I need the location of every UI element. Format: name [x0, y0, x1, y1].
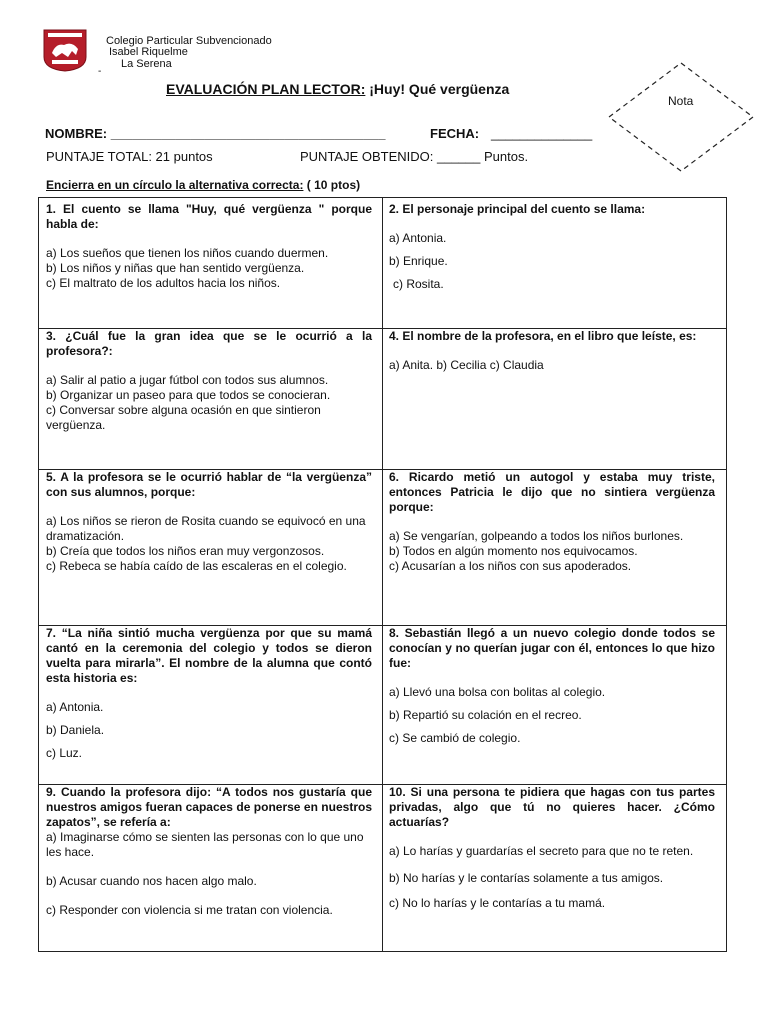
option-b[interactable]: b) Acusar cuando nos hacen algo malo.: [46, 874, 257, 888]
option-b[interactable]: b) No harías y le contarías solamente a tus amigos.: [389, 871, 664, 885]
option-c[interactable]: c) Conversar sobre alguna ocasión en que sintieron vergüenza.: [46, 403, 321, 432]
question-1: [46, 202, 372, 291]
question-5: [46, 470, 372, 574]
option-c[interactable]: c) El maltrato de los adultos hacia los niños.: [46, 276, 281, 290]
obtained-score-field[interactable]: PUNTAJE OBTENIDO: ______ Puntos.: [300, 149, 529, 164]
date-label: FECHA:: [430, 126, 480, 141]
question-8: [389, 626, 715, 746]
option-a[interactable]: a) Llevó una bolsa con bolitas al colegio.: [389, 685, 606, 699]
option-b[interactable]: b) Todos en algún momento nos equivocamos.: [389, 544, 638, 558]
question-stem: 1. El cuento se llama "Huy, qué vergüenza " porque habla de:: [46, 202, 372, 231]
question-7: [46, 626, 372, 761]
question-stem: 6. Ricardo metió un autogol y estaba muy triste, entonces Patricia le dijo que no sintiera vergüenza porque:: [389, 470, 715, 514]
question-4: [389, 329, 715, 373]
option-list[interactable]: a) Anita. b) Cecilia c) Claudia: [389, 358, 544, 372]
option-a[interactable]: a) Lo harías y guardarías el secreto para que no te reten.: [389, 844, 694, 858]
school-name: Colegio Particular Subvencionado: [106, 35, 272, 47]
school-subname: Isabel Riquelme: [109, 46, 188, 58]
question-2: [389, 202, 715, 292]
option-b[interactable]: b) Repartió su colación en el recreo.: [389, 708, 582, 722]
option-a[interactable]: a) Antonia.: [46, 700, 104, 714]
question-stem: 10. Si una persona te pidiera que hagas con tus partes privadas, algo que tú no quieres hacer. ¿Cómo actuarías?: [389, 785, 715, 829]
question-stem: 5. A la profesora se le ocurrió hablar de “la vergüenza” con sus alumnos, porque:: [46, 470, 372, 499]
question-stem: 9. Cuando la profesora dijo: “A todos nos gustaría que nuestros amigos fueran capaces de ponerse en nuestros zapatos”, se refería a:: [46, 785, 372, 829]
question-9: [46, 785, 372, 918]
nota-label: Nota: [668, 94, 694, 108]
school-crest-icon: [42, 27, 88, 72]
question-6: [389, 470, 715, 574]
option-a[interactable]: a) Antonia.: [389, 231, 447, 245]
question-table: [38, 197, 727, 952]
option-a[interactable]: a) Los sueños que tienen los niños cuando duermen.: [46, 246, 329, 260]
question-3: [46, 329, 372, 433]
option-b[interactable]: b) Creía que todos los niños eran muy vergonzosos.: [46, 544, 325, 558]
option-c[interactable]: c) Acusarían a los niños con sus apoderados.: [389, 559, 632, 573]
total-score: PUNTAJE TOTAL: 21 puntos: [46, 149, 213, 164]
option-a[interactable]: a) Salir al patio a jugar fútbol con todos sus alumnos.: [46, 373, 329, 387]
option-b[interactable]: b) Organizar un paseo para que todos se conocieran.: [46, 388, 331, 402]
question-stem: 8. Sebastián llegó a un nuevo colegio donde todos se conocían y no querían jugar con él, entonces lo que hizo fue:: [389, 626, 715, 670]
option-b[interactable]: b) Los niños y niñas que han sentido vergüenza.: [46, 261, 305, 275]
page-title: [166, 81, 509, 97]
option-c[interactable]: c) Rosita.: [393, 277, 444, 291]
option-a[interactable]: a) Los niños se rieron de Rosita cuando se equivocó en una dramatización.: [46, 514, 366, 543]
option-b[interactable]: b) Daniela.: [46, 723, 105, 737]
option-b[interactable]: b) Enrique.: [389, 254, 448, 268]
question-stem: 4. El nombre de la profesora, en el libro que leíste, es:: [389, 329, 697, 343]
option-c[interactable]: c) Luz.: [46, 746, 83, 760]
instructions-text: Encierra en un círculo la alternativa correcta:: [46, 178, 304, 192]
option-c[interactable]: c) Rebeca se había caído de las escaleras en el colegio.: [46, 559, 347, 573]
column-divider: [382, 198, 383, 951]
option-a[interactable]: a) Imaginarse cómo se sienten las personas con lo que uno les hace.: [46, 830, 364, 859]
title-book: ¡Huy! Qué vergüenza: [369, 81, 510, 97]
grade-diamond-box: [608, 62, 754, 172]
question-stem: 7. “La niña sintió mucha vergüenza por que su mamá cantó en la ceremonia del colegio y todos se dieron vuelta para mirarla”. El nombre de la alumna que contó esta historia es:: [46, 626, 372, 685]
title-main: EVALUACIÓN PLAN LECTOR:: [166, 81, 366, 97]
school-city: La Serena: [121, 58, 172, 70]
instructions-points: ( 10 ptos): [306, 178, 361, 192]
option-c[interactable]: c) No lo harías y le contarías a tu mamá.: [389, 896, 606, 910]
header-dash: -: [98, 66, 102, 77]
question-stem: 3. ¿Cuál fue la gran idea que se le ocurrió a la profesora?:: [46, 329, 372, 358]
instructions: [46, 178, 360, 192]
option-c[interactable]: c) Se cambió de colegio.: [389, 731, 521, 745]
name-field[interactable]: NOMBRE: ______________________________________: [45, 126, 386, 141]
option-a[interactable]: a) Se vengarían, golpeando a todos los niños burlones.: [389, 529, 684, 543]
date-field[interactable]: ______________: [491, 126, 593, 141]
question-stem: 2. El personaje principal del cuento se llama:: [389, 202, 646, 216]
option-c[interactable]: c) Responder con violencia si me tratan con violencia.: [46, 903, 333, 917]
question-10: [389, 785, 715, 911]
